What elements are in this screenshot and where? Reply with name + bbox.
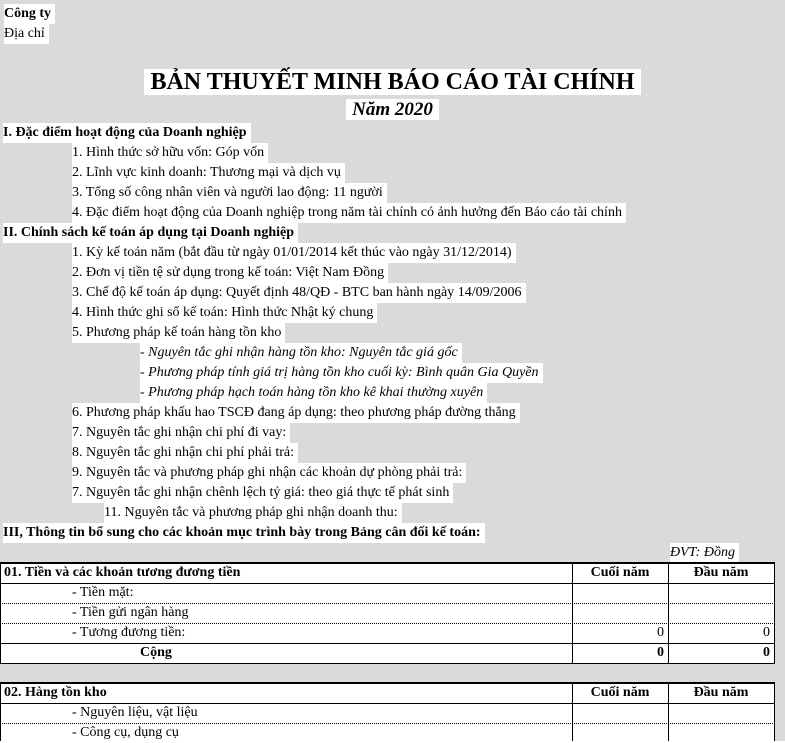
report-year[interactable]: Năm 2020 bbox=[346, 99, 439, 120]
list-item bbox=[0, 243, 785, 263]
inventory-row-label[interactable]: - Nguyên liệu, vật liệu bbox=[72, 705, 198, 720]
col-header-end[interactable]: Cuối năm bbox=[590, 565, 650, 580]
section1-item[interactable]: 3. Tổng số công nhân viên và người lao động: 11 người bbox=[72, 183, 387, 203]
table-row bbox=[0, 623, 775, 644]
section2-heading-row bbox=[0, 223, 785, 243]
inventory-table-title[interactable]: 02. Hàng tồn kho bbox=[4, 685, 107, 700]
cash-row-start[interactable]: 0 bbox=[763, 625, 770, 640]
list-item bbox=[0, 323, 785, 343]
cash-row-label[interactable]: - Tương đương tiền: bbox=[72, 625, 186, 640]
cash-table bbox=[0, 562, 775, 663]
section2-item[interactable]: 9. Nguyên tắc và phương pháp ghi nhận các khoản dự phòng phải trả: bbox=[72, 463, 466, 483]
section2-item[interactable]: 6. Phương pháp khấu hao TSCĐ đang áp dụng: theo phương pháp đường thẳng bbox=[72, 403, 520, 423]
header-row bbox=[0, 24, 785, 44]
list-item bbox=[0, 363, 785, 383]
cash-row-start[interactable] bbox=[668, 583, 770, 603]
section1-item[interactable]: 1. Hình thức sở hữu vốn: Góp vốn bbox=[72, 143, 268, 163]
section1-heading-row bbox=[0, 123, 785, 143]
cash-total-start[interactable]: 0 bbox=[763, 645, 770, 660]
section1-item[interactable]: 2. Lĩnh vực kinh doanh: Thương mại và dịch vụ bbox=[72, 163, 345, 183]
section2-heading[interactable]: II. Chính sách kế toán áp dụng tại Doanh nghiệp bbox=[3, 223, 298, 243]
header-row bbox=[0, 4, 785, 24]
list-item bbox=[0, 343, 785, 363]
section2-item[interactable]: 3. Chế độ kế toán áp dụng: Quyết định 48/QĐ - BTC ban hành ngày 14/09/2006 bbox=[72, 283, 526, 303]
report-subtitle-row bbox=[0, 98, 785, 122]
table-row bbox=[0, 723, 775, 743]
list-item bbox=[0, 143, 785, 163]
list-item bbox=[0, 403, 785, 423]
list-item bbox=[0, 483, 785, 503]
list-item bbox=[0, 383, 785, 403]
table-row bbox=[0, 703, 775, 724]
list-item bbox=[0, 423, 785, 443]
section2-item[interactable]: 5. Phương pháp kế toán hàng tồn kho bbox=[72, 323, 285, 343]
cash-row-label[interactable]: - Tiền gửi ngân hàng bbox=[72, 605, 189, 620]
section1-item[interactable]: 4. Đặc điểm hoạt động của Doanh nghiệp trong năm tài chính có ảnh hưởng đến Báo cáo tài chính bbox=[72, 203, 626, 223]
section2-item[interactable]: 4. Hình thức ghi sổ kế toán: Hình thức Nhật ký chung bbox=[72, 303, 377, 323]
cash-table-title[interactable]: 01. Tiền và các khoản tương đương tiền bbox=[4, 565, 241, 580]
unit-row bbox=[0, 543, 785, 563]
section2-sub-item[interactable]: - Nguyên tắc ghi nhận hàng tồn kho: Nguyên tắc giá gốc bbox=[140, 343, 462, 363]
report-title-row bbox=[0, 64, 785, 100]
cash-row-end[interactable] bbox=[572, 583, 664, 603]
section2-item[interactable]: 7. Nguyên tắc ghi nhận chi phí đi vay: bbox=[72, 423, 290, 443]
list-item bbox=[0, 183, 785, 203]
section2-sub-item[interactable]: - Phương pháp hạch toán hàng tồn kho kê khai thường xuyên bbox=[140, 383, 487, 403]
section3-heading[interactable]: III, Thông tin bổ sung cho các khoản mục trình bày trong Bảng cân đối kế toán: bbox=[3, 523, 485, 543]
section2-item[interactable]: 11. Nguyên tắc và phương pháp ghi nhận doanh thu: bbox=[104, 503, 402, 523]
section3-heading-row bbox=[0, 523, 785, 543]
table-total-row bbox=[0, 643, 775, 664]
section2-item[interactable]: 7. Nguyên tắc ghi nhận chênh lệch tỷ giá: theo giá thực tế phát sinh bbox=[72, 483, 453, 503]
col-header-end[interactable]: Cuối năm bbox=[590, 685, 650, 700]
list-item bbox=[0, 163, 785, 183]
list-item bbox=[0, 263, 785, 283]
list-item bbox=[0, 203, 785, 223]
list-item bbox=[0, 463, 785, 483]
cash-row-end[interactable] bbox=[572, 603, 664, 623]
report-title[interactable]: BẢN THUYẾT MINH BÁO CÁO TÀI CHÍNH bbox=[144, 69, 640, 95]
col-header-start[interactable]: Đầu năm bbox=[693, 565, 749, 580]
col-header-start[interactable]: Đầu năm bbox=[693, 685, 749, 700]
address-label[interactable]: Địa chỉ bbox=[4, 24, 49, 44]
table-header-row bbox=[0, 683, 775, 703]
list-item bbox=[0, 503, 785, 523]
section2-item[interactable]: 2. Đơn vị tiền tệ sử dụng trong kế toán: Việt Nam Đồng bbox=[72, 263, 388, 283]
company-label[interactable]: Công ty bbox=[4, 4, 55, 24]
list-item bbox=[0, 283, 785, 303]
table-row bbox=[0, 583, 775, 604]
inventory-table bbox=[0, 682, 775, 741]
cash-row-end[interactable]: 0 bbox=[657, 625, 664, 640]
list-item bbox=[0, 303, 785, 323]
inventory-row-label[interactable]: - Công cụ, dụng cụ bbox=[72, 725, 179, 740]
cash-row-start[interactable] bbox=[668, 603, 770, 623]
section1-heading[interactable]: I. Đặc điểm hoạt động của Doanh nghiệp bbox=[3, 123, 251, 143]
unit-label[interactable]: ĐVT: Đồng bbox=[670, 543, 739, 563]
cash-row-label[interactable]: - Tiền mặt: bbox=[72, 585, 134, 600]
list-item bbox=[0, 443, 785, 463]
cash-total-label[interactable]: Cộng bbox=[140, 645, 172, 660]
section2-item[interactable]: 1. Kỳ kế toán năm (bắt đầu từ ngày 01/01/2014 kết thúc vào ngày 31/12/2014) bbox=[72, 243, 516, 263]
cash-total-end[interactable]: 0 bbox=[657, 645, 664, 660]
section2-item[interactable]: 8. Nguyên tắc ghi nhận chi phí phải trả: bbox=[72, 443, 298, 463]
table-header-row bbox=[0, 563, 775, 583]
table-row bbox=[0, 603, 775, 624]
section2-sub-item[interactable]: - Phương pháp tính giá trị hàng tồn kho cuối kỳ: Bình quân Gia Quyền bbox=[140, 363, 543, 383]
